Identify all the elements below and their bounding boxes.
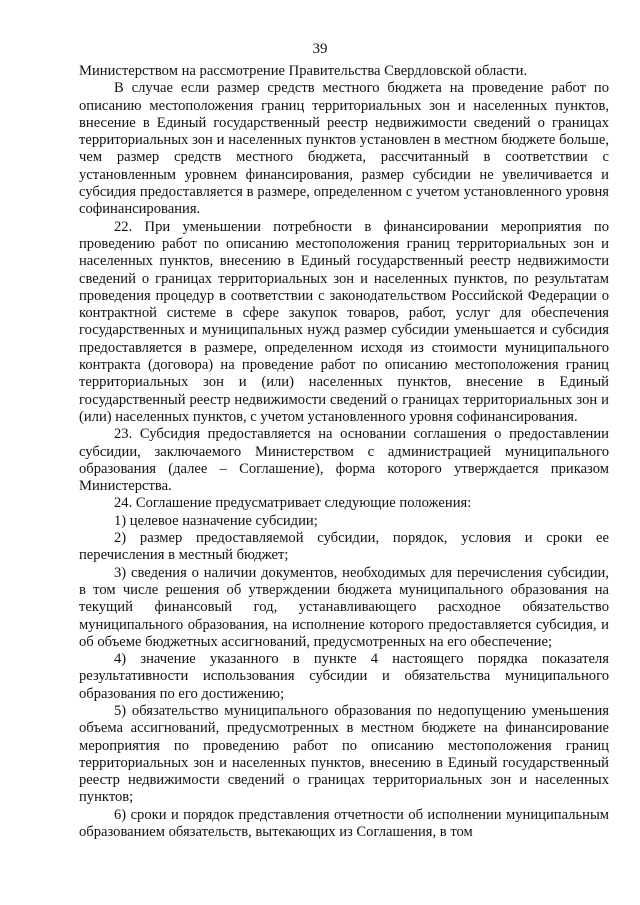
list-item-3: 3) сведения о наличии документов, необходимых для перечисления субсидии, в том числе решения об утверждении бюджета муниципального образования на текущий финансовый год, устанавливающего расходное обязательство муниципального образования, на исполнение которого предоставляется субсидия, и об объеме бюджетных ассигнований, предусмотренных на его обеспечение;: [79, 564, 609, 650]
page-number: 39: [312, 41, 328, 57]
list-item-4: 4) значение указанного в пункте 4 настоящего порядка показателя результативности использования субсидии и обязательства муниципального образования по его достижению;: [79, 651, 609, 702]
paragraph-item-23: 23. Субсидия предоставляется на основании соглашения о предоставлении субсидии, заключаемого Министерством с администрацией муниципального образования (далее – Соглашение), форма которого утверждается приказом Министерства.: [79, 426, 609, 495]
document-body: [79, 63, 609, 841]
paragraph-budget-excess: В случае если размер средств местного бюджета на проведение работ по описанию местоположения границ территориальных зон и населенных пунктов, внесение в Единый государственный реестр недвижимости сведений о границах территориальных зон и населенных пунктов установлен в местном бюджете больше, чем размер средств местного бюджета, рассчитанный в соответствии с установленным уровнем финансирования, размер субсидии не увеличивается и субсидия предоставляется в размере, определенном с учетом установленного уровня софинансирования.: [79, 80, 609, 218]
list-item-5: 5) обязательство муниципального образования по недопущению уменьшения объема ассигнований, предусмотренных в местном бюджете на финансирование мероприятия по проведению работ по описанию местоположения границ территориальных зон и населенных пунктов, внесению в Единый государственный реестр недвижимости сведений о границах территориальных зон и населенных пунктов;: [79, 702, 609, 806]
paragraph-item-24: 24. Соглашение предусматривает следующие положения:: [114, 495, 472, 512]
paragraph-item-22: 22. При уменьшении потребности в финансировании мероприятия по проведению работ по описанию местоположения границ территориальных зон и населенных пунктов, внесению в Единый государственный реестр недвижимости сведений о границах территориальных зон и населенных пунктов, по результатам проведения процедур в соответствии с законодательством Российской Федерации о контрактной системе в сфере закупок товаров, работ, услуг для обеспечения государственных и муниципальных нужд размер субсидии уменьшается и субсидия предоставляется в размере, определенном исходя из стоимости муниципального контракта (договора) на проведение работ по описанию местоположения границ территориальных зон и (или) населенных пунктов, внесение в Единый государственный реестр недвижимости сведений о границах территориальных зон и (или) населенных пунктов, с учетом установленного уровня софинансирования.: [79, 218, 609, 425]
list-item-1: 1) целевое назначение субсидии;: [114, 512, 318, 529]
list-item-6: 6) сроки и порядок представления отчетности об исполнении муниципальным образованием обязательств, вытекающих из Соглашения, в том: [79, 806, 609, 841]
list-item-2: 2) размер предоставляемой субсидии, порядок, условия и сроки ее перечисления в местный бюджет;: [79, 530, 609, 564]
paragraph-continuation: Министерством на рассмотрение Правительства Свердловской области.: [79, 63, 528, 79]
